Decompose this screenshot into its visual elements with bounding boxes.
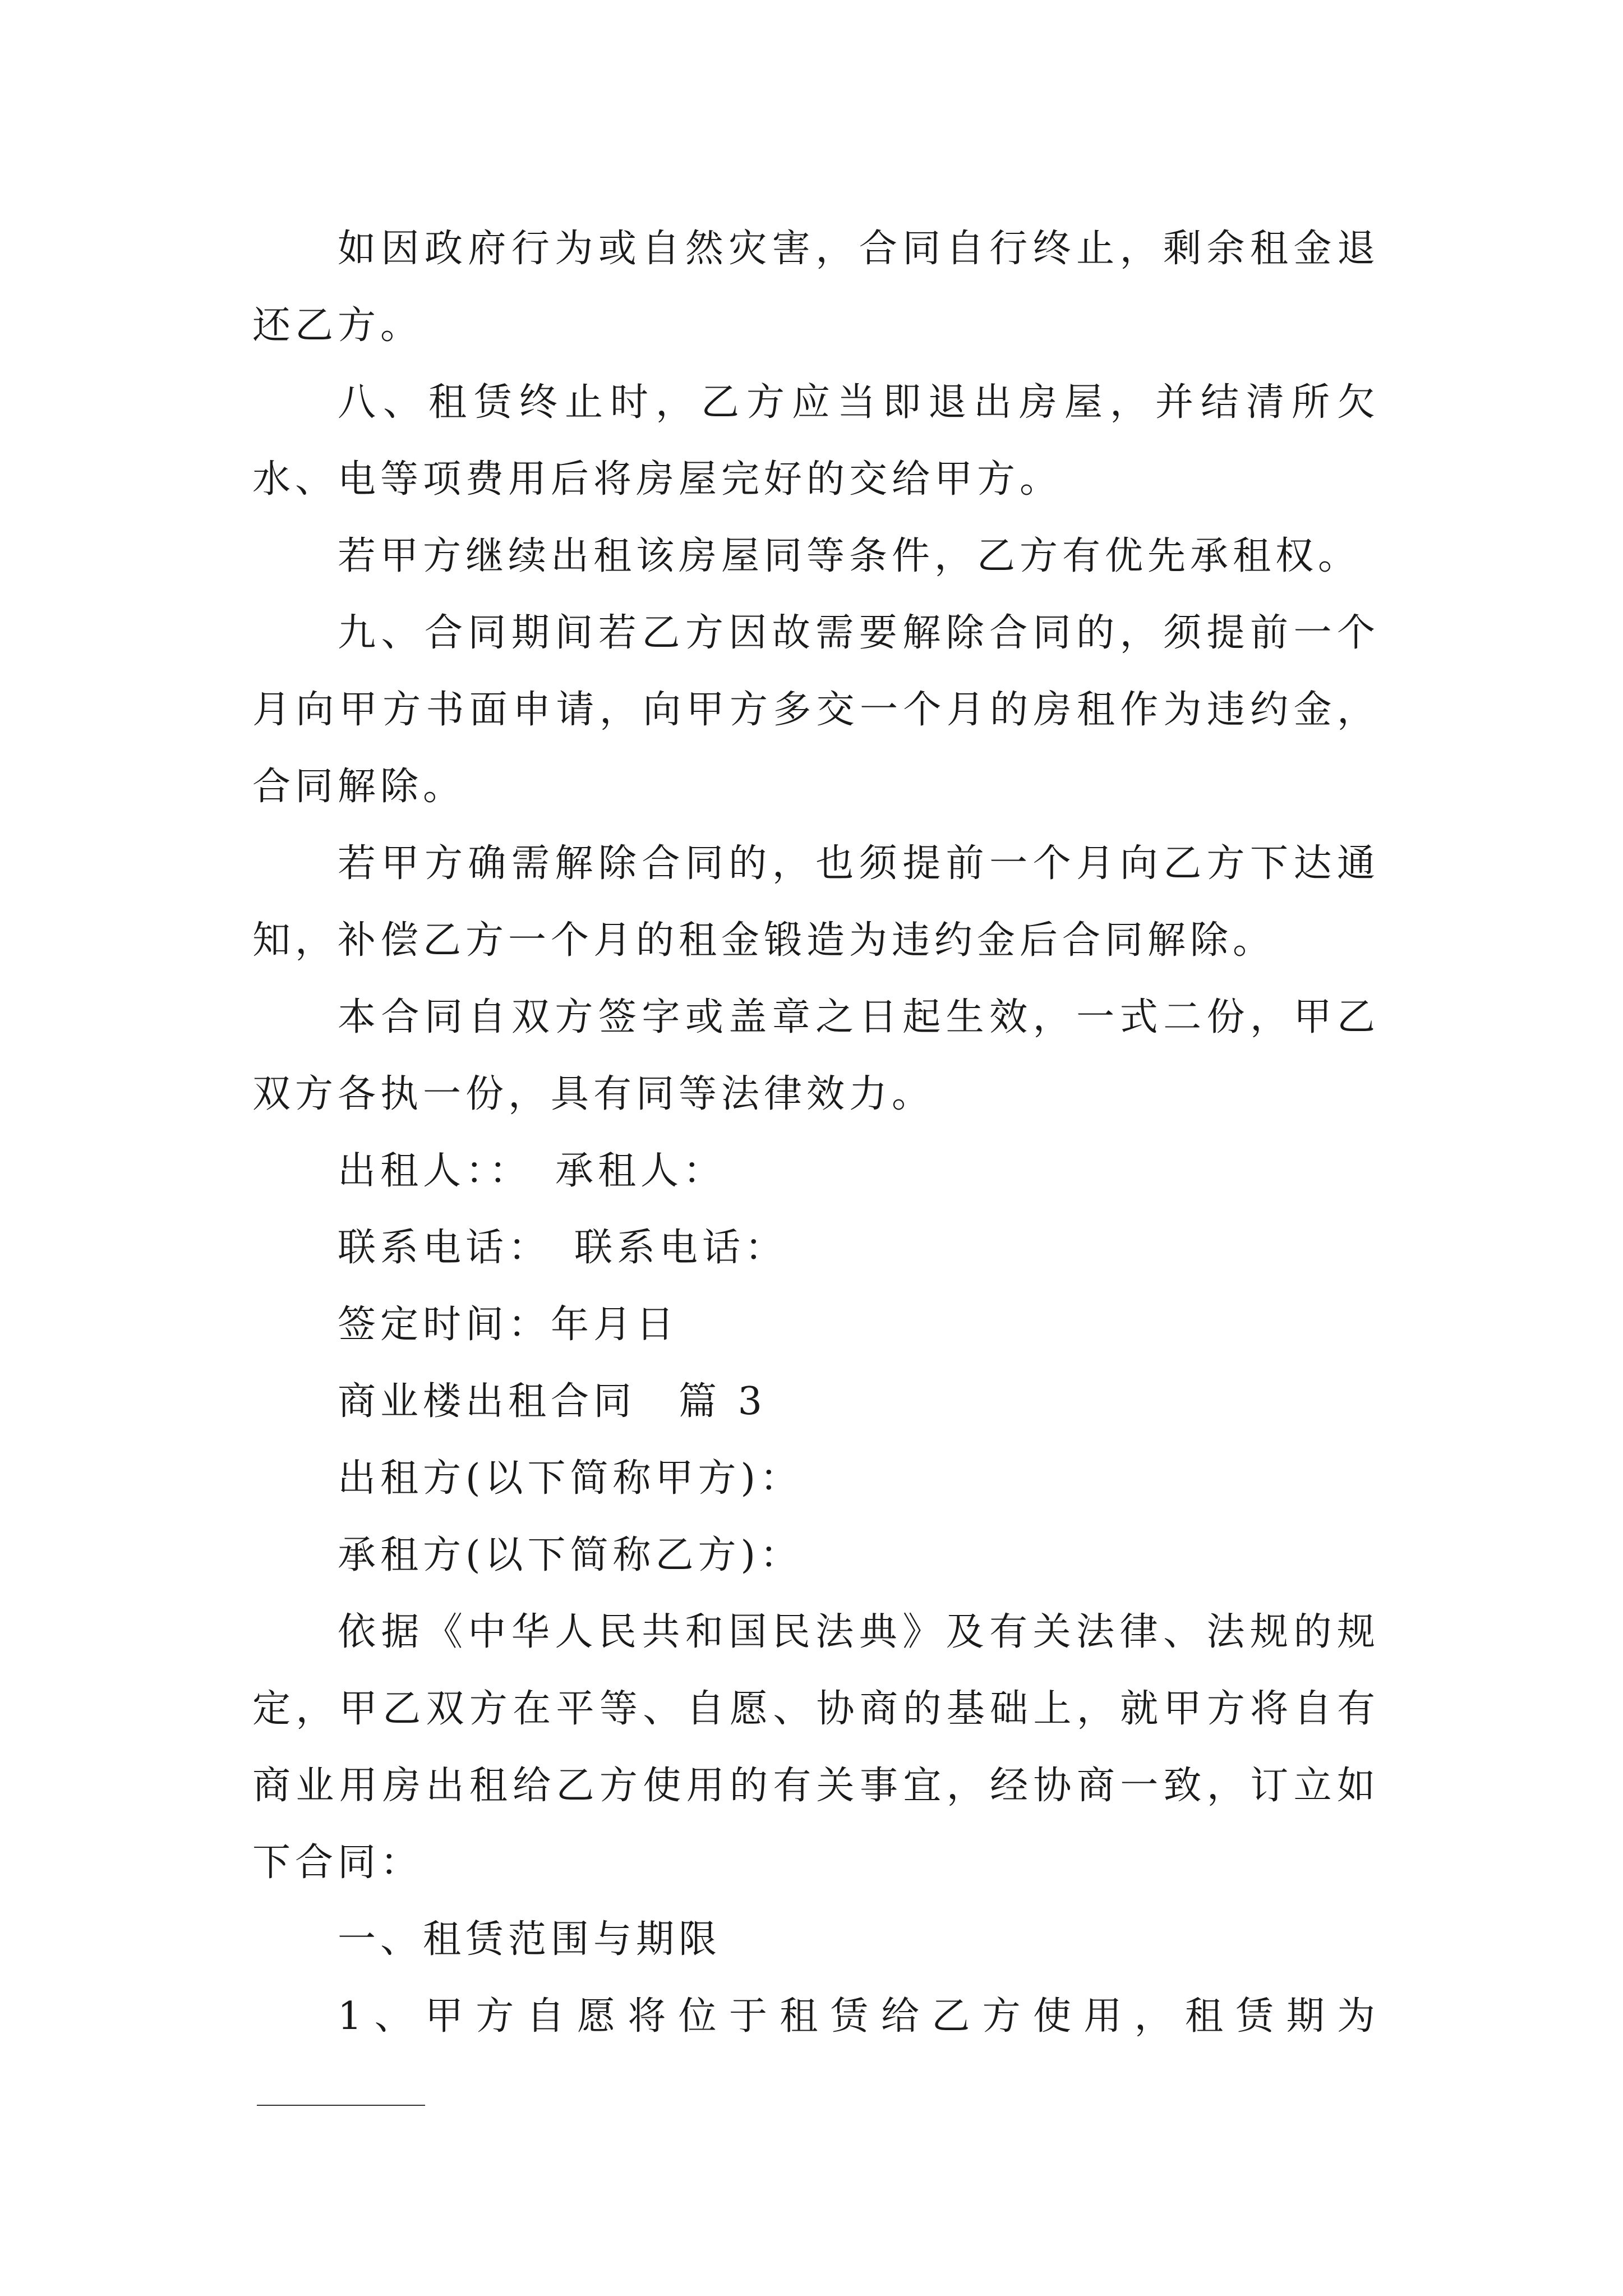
- heading-lease-scope: 一、租赁范围与期限: [338, 1917, 722, 1962]
- paragraph-priority-lease: 若甲方继续出租该房屋同等条件，乙方有优先承租权。: [338, 534, 1361, 578]
- paragraph-termination-refund: 如因政府行为或自然灾害，合同自行终止，剩余租金退还乙方。: [252, 227, 1380, 348]
- paragraph-clause-9: 九、合同期间若乙方因故需要解除合同的，须提前一个月向甲方书面申请，向甲方多交一个月的房租作为违约金，合同解除。: [252, 611, 1380, 809]
- party-b-line: 承租方(以下简称乙方)：: [338, 1533, 803, 1577]
- paragraph-clause-8: 八、租赁终止时，乙方应当即退出房屋，并结清所欠水、电等项费用后将房屋完好的交给甲方。: [252, 380, 1380, 501]
- section-title-part-3: 商业楼出租合同 篇 3: [338, 1379, 767, 1424]
- fill-in-blank: [257, 2105, 425, 2106]
- paragraph-lease-term: [252, 1978, 1380, 2132]
- document-body: [252, 210, 1380, 2132]
- party-a-line: 出租方(以下简称甲方)：: [338, 1456, 803, 1501]
- signature-date: 签定时间：年月日: [338, 1303, 679, 1347]
- lease-term-text: 1、甲方自愿将位于租赁给乙方使用，租赁期为: [338, 1994, 1380, 2039]
- signature-lessor-lessee: 出租人：： 承租人：: [338, 1149, 726, 1193]
- paragraph-effectiveness: 本合同自双方签字或盖章之日起生效，一式二份，甲乙双方各执一份，具有同等法律效力。: [252, 995, 1380, 1116]
- paragraph-party-a-termination: 若甲方确需解除合同的，也须提前一个月向乙方下达通知，补偿乙方一个月的租金锻造为违约金后合同解除。: [252, 841, 1380, 963]
- paragraph-legal-basis: 依据《中华人民共和国民法典》及有关法律、法规的规定，甲乙双方在平等、自愿、协商的基础上，就甲方将自有商业用房出租给乙方使用的有关事宜，经协商一致，订立如下合同：: [252, 1610, 1380, 1885]
- signature-phone: 联系电话： 联系电话：: [338, 1226, 788, 1270]
